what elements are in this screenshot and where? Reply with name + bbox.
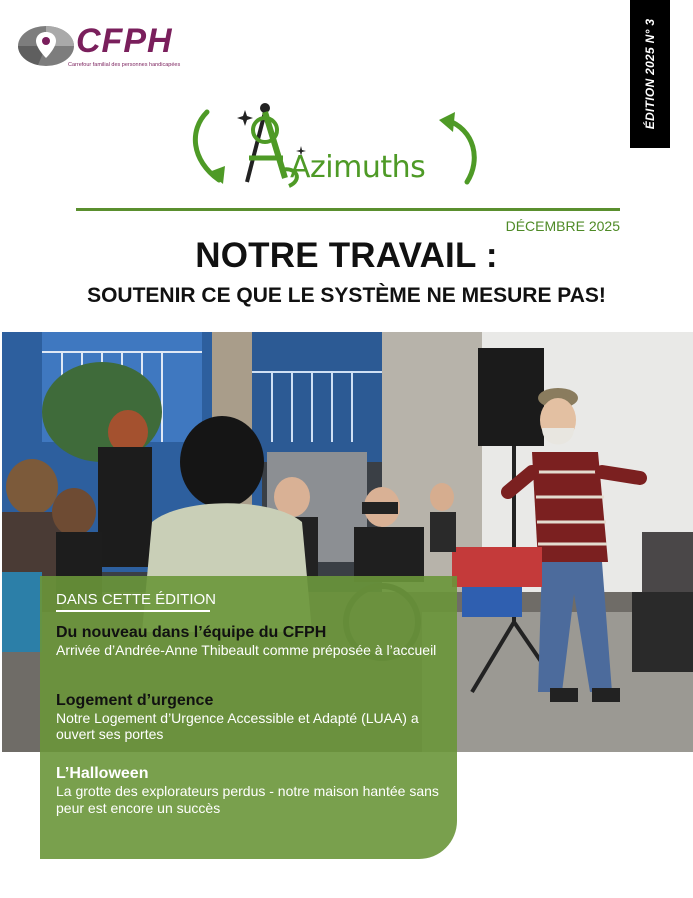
contents-item-description: Notre Logement d’Urgence Accessible et Adapté (LUAA) a ouvert ses portes xyxy=(56,710,419,742)
contents-item-description: La grotte des explorateurs perdus - notre maison hantée sans peur est encore un succès xyxy=(56,783,439,816)
contents-item-title: Du nouveau dans l’équipe du CFPH xyxy=(56,624,327,641)
contents-item-description: Arrivée d’Andrée-Anne Thibeault comme préposée à l’accueil xyxy=(56,642,437,658)
headline-subtitle: SOUTENIR CE QUE LE SYSTÈME NE MESURE PAS! xyxy=(87,284,606,307)
masthead xyxy=(185,100,485,200)
edition-label: ÉDITION 2025 N° 3 xyxy=(643,18,657,130)
logo-tagline: Carrefour familial des personnes handicapées xyxy=(68,62,181,68)
edition-tab xyxy=(630,0,670,148)
cfph-logo xyxy=(16,22,181,74)
contents-item[interactable] xyxy=(56,764,446,817)
contents-heading: DANS CETTE ÉDITION xyxy=(56,591,217,608)
contents-box xyxy=(40,576,457,859)
headline-title: NOTRE TRAVAIL : xyxy=(195,236,498,275)
masthead-title: Azimuths xyxy=(290,150,426,185)
contents-heading-underline xyxy=(56,610,210,612)
contents-item-title: Logement d’urgence xyxy=(56,692,214,709)
contents-item-title: L’Halloween xyxy=(56,765,149,782)
issue-date: DÉCEMBRE 2025 xyxy=(505,218,620,234)
logo-name: CFPH xyxy=(76,22,173,60)
masthead-divider xyxy=(76,208,620,211)
contents-item[interactable] xyxy=(56,623,446,658)
contents-item[interactable] xyxy=(56,691,446,742)
